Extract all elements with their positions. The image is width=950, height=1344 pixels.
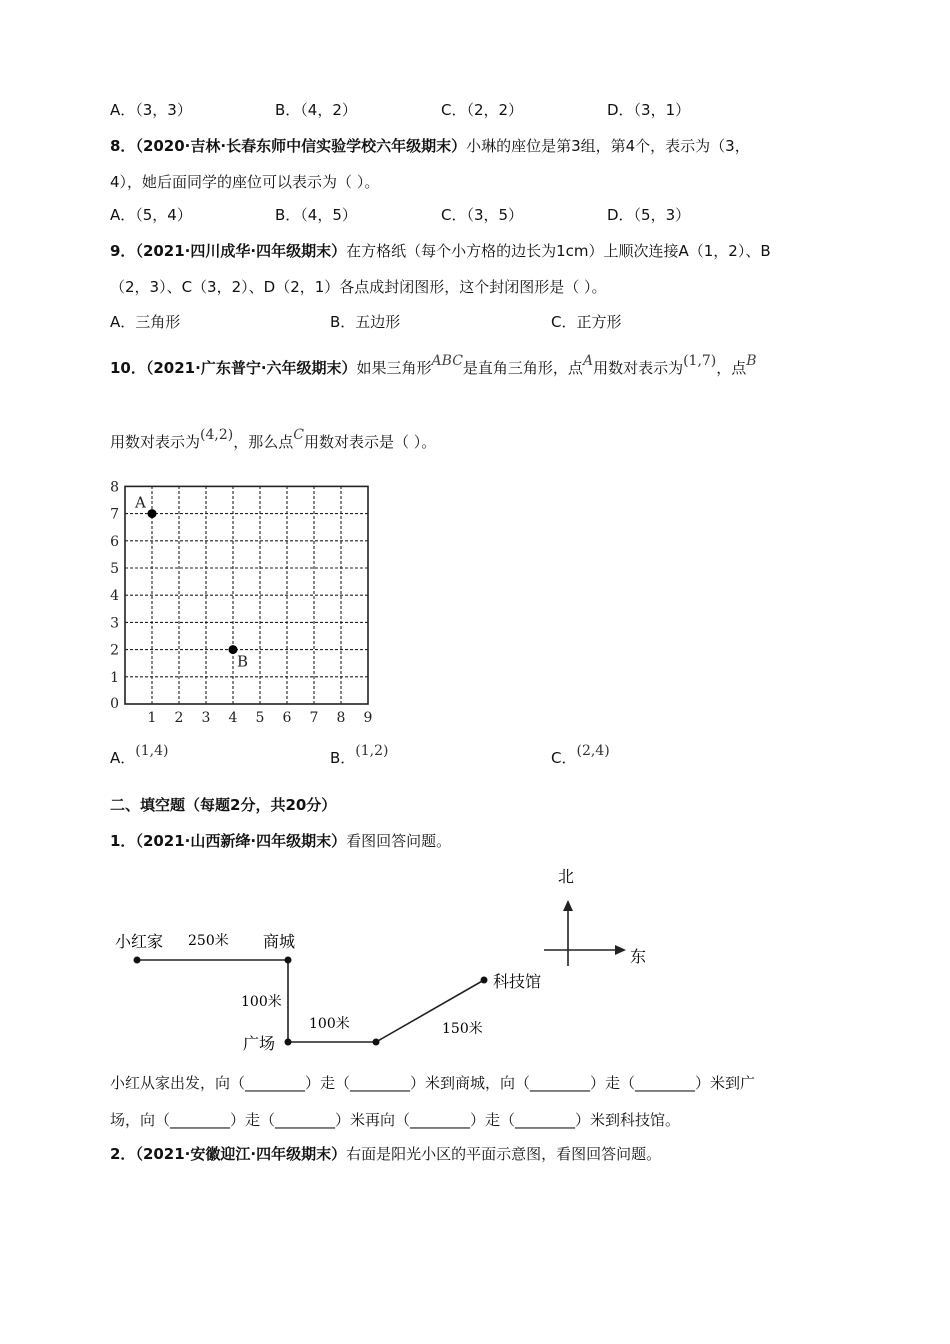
q9-option-a: A．三角形 <box>110 313 181 331</box>
north-label: 北 <box>558 867 575 886</box>
q9-text1: 在方格纸（每个小方格的边长为1cm）上顺次连接A（1，2）、B <box>346 242 771 260</box>
fill1-answer-line1: 小红从家出发，向（________）走（________）米到商城，向（________）走（________）米到广 <box>110 1074 756 1092</box>
distance-250-label: 250米 <box>188 933 229 949</box>
q8-number: 8． <box>110 137 136 155</box>
distance-150-label: 150米 <box>442 1021 483 1037</box>
y-tick-label: 5 <box>110 561 119 577</box>
q10-option-c <box>551 743 610 769</box>
home-label: 小红家 <box>115 932 164 951</box>
q8-stem-line2: 4），她后面同学的座位可以表示为（ ）。 <box>110 173 380 191</box>
section2-title: 二、填空题（每题2分，共20分） <box>110 796 337 814</box>
q8-stem-line1 <box>110 136 750 156</box>
q8-source: （2020·吉林·长春东师中信实验学校六年级期末） <box>135 137 467 155</box>
y-tick-label: 4 <box>110 588 119 605</box>
q7-option-c: C．（2，2） <box>441 101 524 119</box>
x-tick-label: 8 <box>336 710 346 726</box>
q8-option-c: C．（3，5） <box>441 206 524 224</box>
q10-number: 10． <box>110 359 146 377</box>
q8-option-d: D．（5，3） <box>607 206 691 224</box>
fill2-text: 右面是阳光小区的平面示意图，看图回答问题。 <box>346 1145 662 1163</box>
q10-option-c-letter: C． <box>551 749 577 767</box>
q9-option-b: B．五边形 <box>330 313 401 331</box>
y-tick-label: 3 <box>110 615 119 632</box>
north-arrow-icon <box>563 900 573 911</box>
museum-label: 科技馆 <box>493 972 542 991</box>
home-point <box>134 957 141 964</box>
q10-option-b <box>330 743 389 769</box>
coordinate-grid <box>100 476 390 726</box>
fill2-number: 2． <box>110 1145 136 1163</box>
x-tick-label: 3 <box>201 710 211 726</box>
q8-option-a: A．（5，4） <box>110 206 192 224</box>
fill1-number: 1． <box>110 832 136 850</box>
q10-t7: 用数对表示是（ ）。 <box>303 433 437 451</box>
square-point <box>285 1039 292 1046</box>
q10-t4: ，点 <box>716 359 747 377</box>
q10-option-a-value: (1,4) <box>135 743 169 759</box>
q9-stem-line2: （2，3）、C（3，2）、D（2，1）各点成封闭图形，这个封闭图形是（ ）。 <box>110 278 607 296</box>
fill1-stem <box>110 831 451 851</box>
fill2-source: （2021·安徽迎江·四年级期末） <box>135 1145 347 1163</box>
distance-100-horizontal-label: 100米 <box>309 1016 350 1032</box>
museum-point <box>481 977 488 984</box>
x-tick-label: 9 <box>363 710 373 726</box>
q10-pa: (1,7) <box>683 353 717 369</box>
q10-stem-line2 <box>110 427 437 453</box>
q10-option-b-value: (1,2) <box>355 743 389 759</box>
q9-number: 9． <box>110 242 136 260</box>
distance-100-vertical-label: 100米 <box>241 994 282 1010</box>
q10-t1: 如果三角形 <box>356 359 432 377</box>
mall-point <box>285 957 292 964</box>
point-label-a: A <box>135 493 146 512</box>
q7-option-d: D．（3，1） <box>607 101 691 119</box>
fill1-answer-line2: 场，向（________）走（________）米再向（________）走（________）米到科技馆。 <box>110 1111 681 1129</box>
q10-source: （2021·广东普宁·六年级期末） <box>145 359 357 377</box>
q9-stem-line1 <box>110 241 771 261</box>
q7-option-a: A．（3，3） <box>110 101 192 119</box>
point-a <box>148 509 157 518</box>
q9-source: （2021·四川成华·四年级期末） <box>135 242 347 260</box>
y-tick-label: 1 <box>110 669 119 686</box>
q10-pb: (4,2) <box>200 427 234 443</box>
square-label: 广场 <box>243 1034 276 1053</box>
q10-stem-line1 <box>110 353 757 379</box>
q10-abc: ABC <box>431 353 463 369</box>
east-label: 东 <box>630 947 647 966</box>
y-tick-label: 6 <box>110 533 119 550</box>
y-tick-label: 8 <box>110 479 119 496</box>
q10-b: B <box>746 353 757 369</box>
fill1-source: （2021·山西新绛·四年级期末） <box>135 832 347 850</box>
q10-t6: ，那么点 <box>233 433 294 451</box>
q9-option-c: C．正方形 <box>551 313 622 331</box>
y-tick-label: 2 <box>110 642 119 659</box>
fill1-text: 看图回答问题。 <box>346 832 452 850</box>
route-map <box>100 858 660 1058</box>
q8-text1: 小琳的座位是第3组，第4个，表示为（3， <box>466 137 750 155</box>
q8-option-b: B．（4，5） <box>275 206 357 224</box>
q10-t2: 是直角三角形，点 <box>462 359 583 377</box>
q10-option-b-letter: B． <box>330 749 356 767</box>
q10-option-c-value: (2,4) <box>576 743 610 759</box>
mall-label: 商城 <box>263 932 296 951</box>
x-tick-label: 6 <box>282 710 292 726</box>
x-tick-label: 2 <box>174 710 184 726</box>
fill2-stem <box>110 1144 661 1164</box>
q10-c: C <box>293 427 304 443</box>
y-tick-label: 0 <box>110 696 119 712</box>
q10-t3: 用数对表示为 <box>593 359 684 377</box>
q10-option-a <box>110 743 169 769</box>
q10-t5: 用数对表示为 <box>110 433 201 451</box>
y-tick-label: 7 <box>110 506 119 523</box>
turn-point <box>373 1039 380 1046</box>
east-arrow-icon <box>615 945 626 955</box>
point-label-b: B <box>237 652 249 671</box>
x-tick-label: 4 <box>228 710 238 726</box>
q10-option-a-letter: A． <box>110 749 136 767</box>
q7-option-b: B．（4，2） <box>275 101 357 119</box>
x-tick-label: 5 <box>255 710 265 726</box>
x-tick-label: 1 <box>147 710 157 726</box>
x-tick-label: 7 <box>309 710 319 726</box>
q10-a: A <box>582 353 594 369</box>
